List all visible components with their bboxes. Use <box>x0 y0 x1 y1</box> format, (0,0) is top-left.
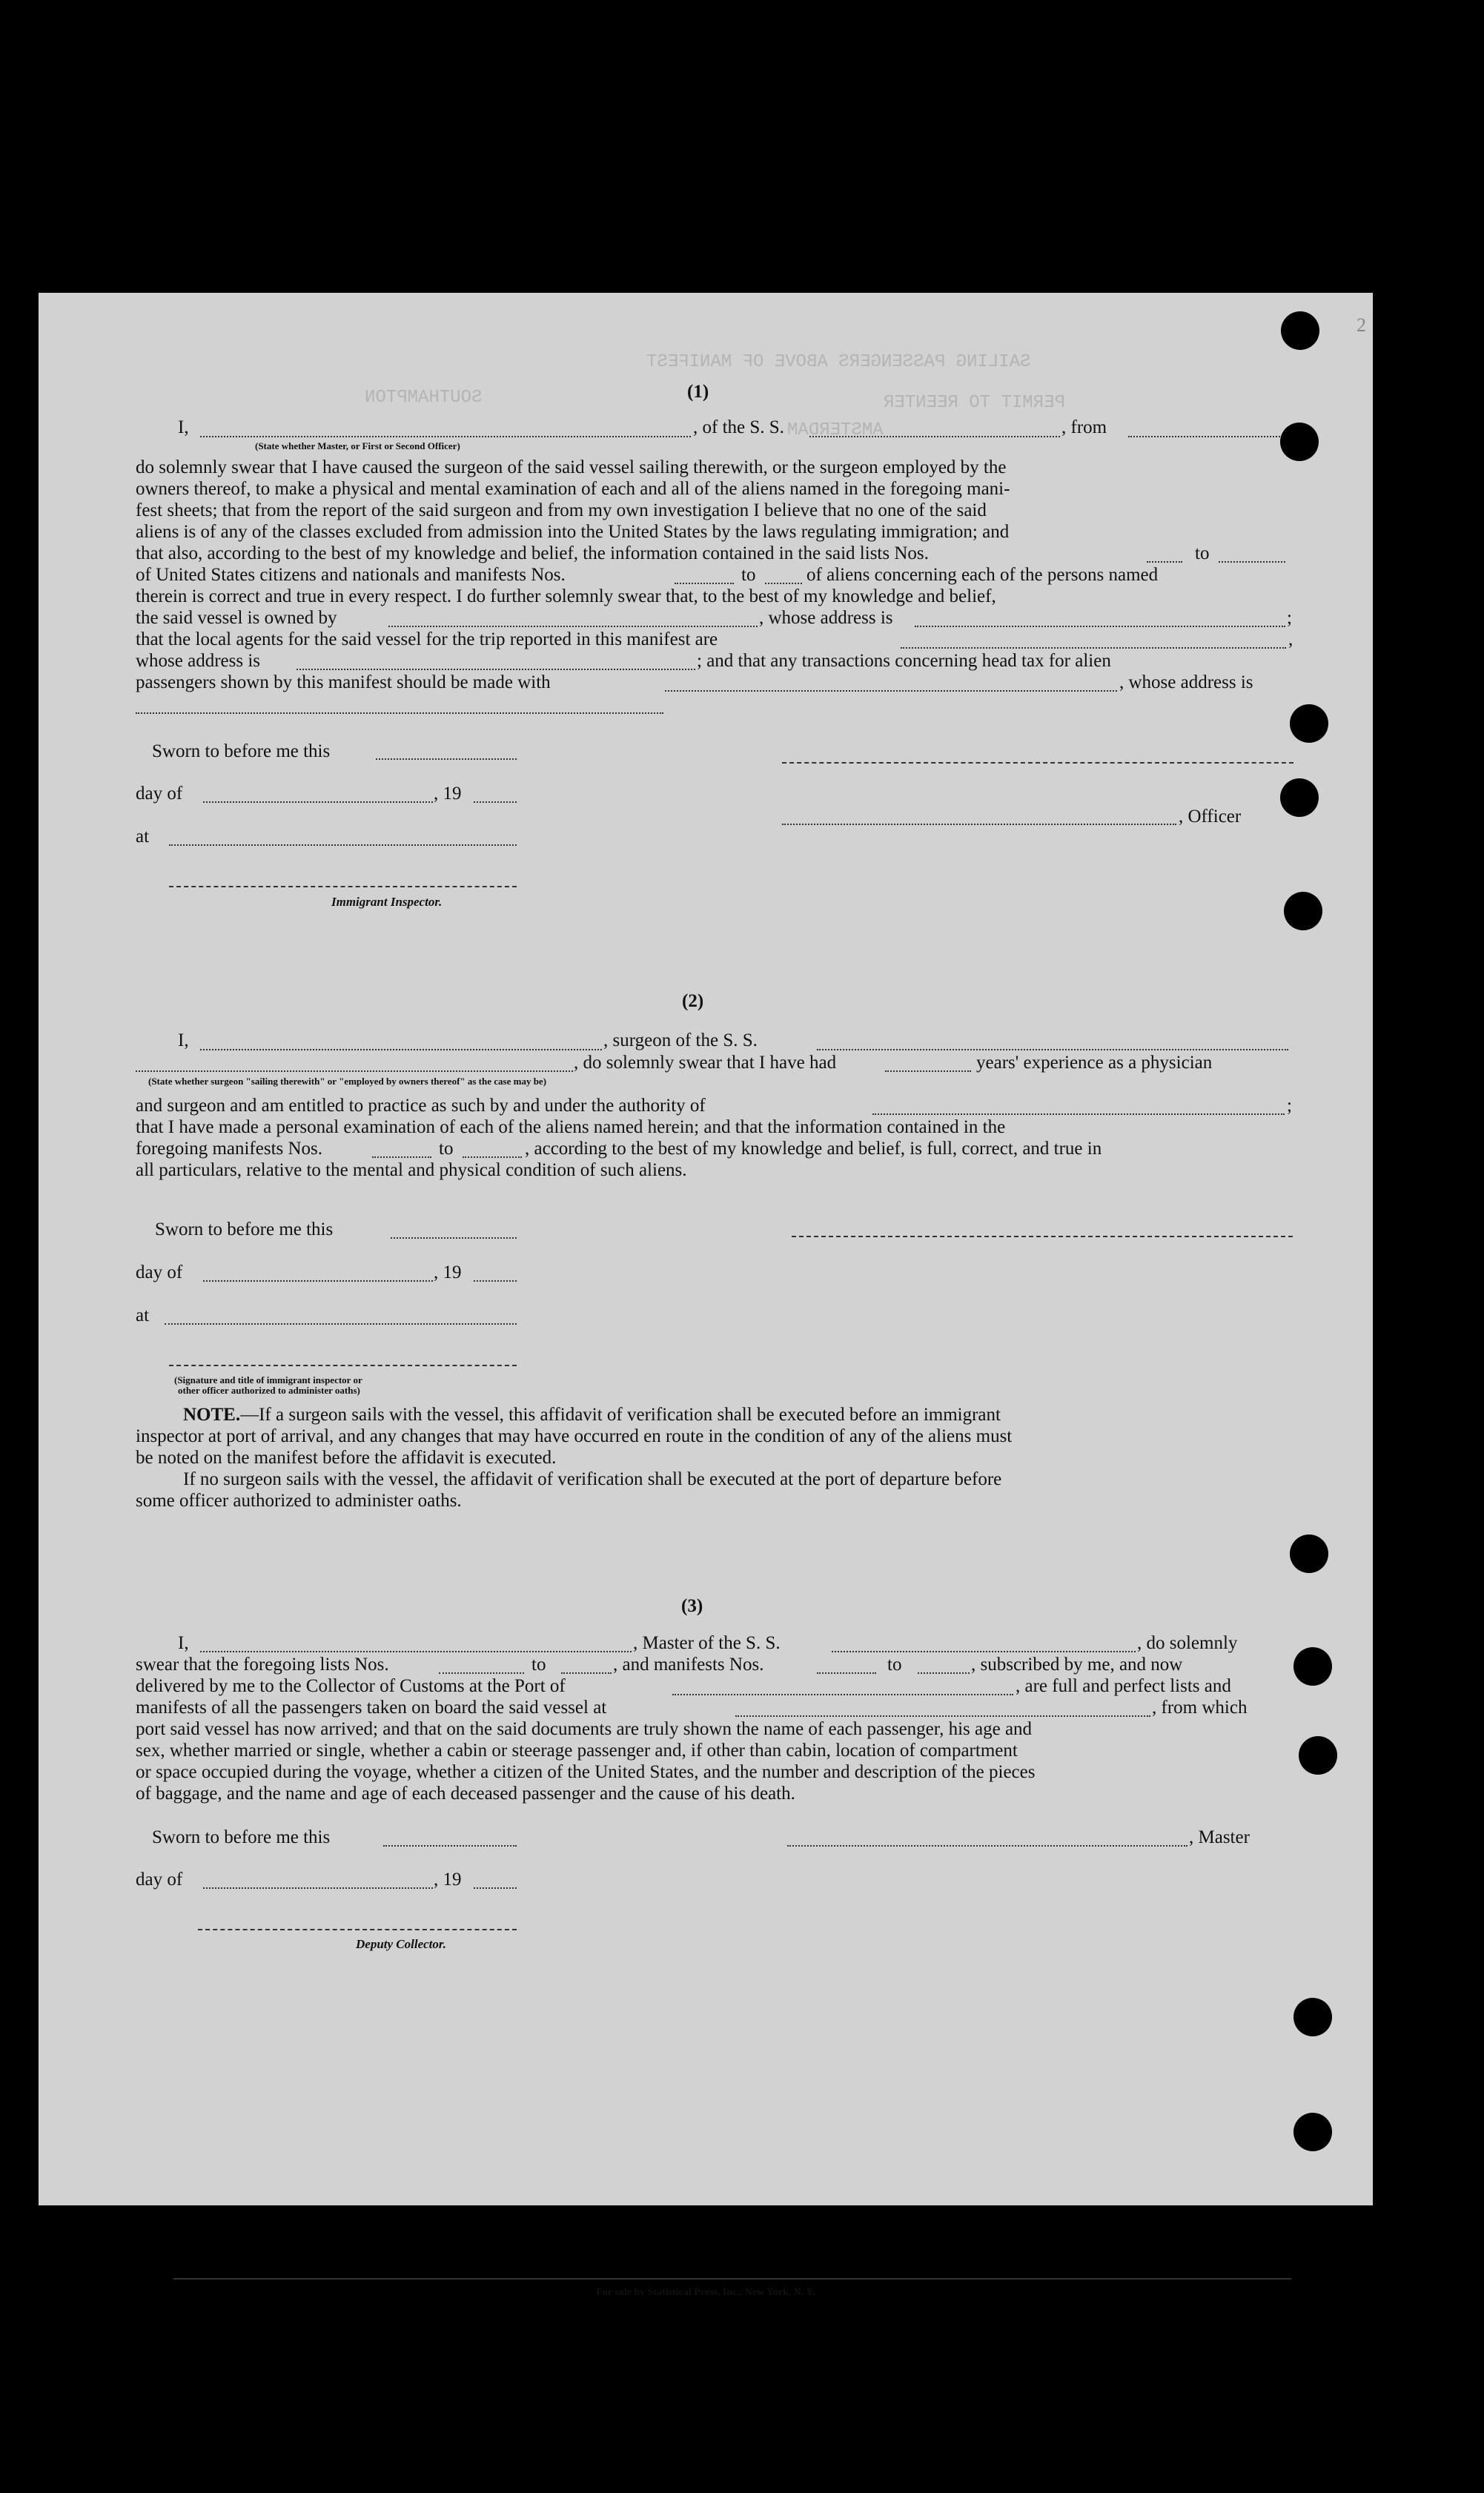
s1-from-field[interactable] <box>1128 436 1288 437</box>
s3-to: to <box>887 1655 902 1675</box>
s2-surgeon-name-field[interactable] <box>200 1049 602 1050</box>
s3-master-of-ss: , Master of the S. S. <box>633 1633 781 1653</box>
s2-surgeon-of-ss: , surgeon of the S. S. <box>603 1030 758 1050</box>
s1-to: to <box>1195 543 1210 563</box>
s3-lists-from-field[interactable] <box>439 1672 524 1674</box>
s3-year-field[interactable] <box>474 1887 517 1889</box>
s3-text-line: or space occupied during the voyage, whether a citizen of the United States, and the number and description of the pieces <box>136 1762 1036 1782</box>
s2-note-line: be noted on the manifest before the affidavit is executed. <box>136 1448 557 1468</box>
s1-signature-line-1[interactable] <box>782 762 1293 764</box>
punch-hole <box>1293 1647 1332 1686</box>
s1-vessel-field[interactable] <box>809 436 1060 437</box>
s1-text-line: fest sheets; that from the report of the said surgeon and from my own investigation I believe that no one of the said <box>136 500 987 520</box>
s1-officer-label: , Officer <box>1179 807 1242 827</box>
section-1-number: (1) <box>687 382 709 402</box>
s1-year-field[interactable] <box>474 801 517 803</box>
s3-vessel-field[interactable] <box>832 1651 1136 1652</box>
s1-semicolon: ; <box>1287 608 1292 628</box>
punch-hole <box>1293 2113 1332 2151</box>
s1-from: , from <box>1061 417 1107 437</box>
s3-do-solemnly: , do solemnly <box>1137 1633 1238 1653</box>
s1-text-line: of United States citizens and nationals and manifests Nos. <box>136 565 566 585</box>
s1-at-field[interactable] <box>169 844 517 846</box>
s2-inspector-signature-line[interactable] <box>169 1365 517 1366</box>
s1-owner-address-label: , whose address is <box>759 608 893 628</box>
s1-rank-note: (State whether Master, or First or Second Officer) <box>255 440 460 451</box>
s1-head-tax-label: passengers shown by this manifest should be made with <box>136 672 551 692</box>
s2-day-of-label: day of <box>136 1262 183 1282</box>
s1-sworn-field[interactable] <box>376 758 517 760</box>
s2-i: I, <box>178 1030 189 1050</box>
s3-i: I, <box>178 1633 189 1653</box>
s1-text-line: owners thereof, to make a physical and mental examination of each and all of the aliens named in the foregoing mani- <box>136 479 1010 499</box>
s3-full-lists: , are full and perfect lists and <box>1016 1676 1231 1696</box>
s2-at-field[interactable] <box>165 1323 517 1325</box>
s3-collector-signature-line[interactable] <box>198 1929 517 1930</box>
s1-inspector-signature-line[interactable] <box>169 886 517 887</box>
s2-manifests-from-field[interactable] <box>372 1156 431 1158</box>
corner-page-mark: 2 <box>1357 314 1366 336</box>
s3-lists-label: swear that the foregoing lists Nos. <box>136 1655 389 1675</box>
s1-year-label: , 19 <box>434 784 462 804</box>
s2-day-field[interactable] <box>203 1280 433 1282</box>
s3-manifests-label: , and manifests Nos. <box>613 1655 764 1675</box>
punch-hole <box>1281 311 1319 350</box>
s1-text-line: ; and that any transactions concerning head tax for alien <box>697 651 1111 671</box>
s2-note-text: —If a surgeon sails with the vessel, this affidavit of verification shall be executed before an immigrant <box>240 1405 1001 1425</box>
s2-years-field[interactable] <box>885 1070 971 1072</box>
s2-authority-field[interactable] <box>872 1113 1285 1115</box>
s1-head-tax-field[interactable] <box>665 690 1117 692</box>
s3-taken-at-field[interactable] <box>735 1715 1150 1717</box>
s1-sworn-label: Sworn to before me this <box>152 741 331 761</box>
s2-sworn-field[interactable] <box>391 1237 517 1239</box>
s1-text-line: do solemnly swear that I have caused the surgeon of the said vessel sailing therewith, or the surgeon employed by the <box>136 457 1007 477</box>
s3-to: to <box>531 1655 546 1675</box>
s2-note-line <box>183 1405 1001 1426</box>
s3-day-field[interactable] <box>203 1887 433 1889</box>
punch-hole <box>1293 1998 1332 2036</box>
s3-day-of-label: day of <box>136 1870 183 1890</box>
printer-imprint: For sale by Statistical Press, Inc., New York, N. Y. <box>596 2287 815 2298</box>
s3-year-label: , 19 <box>434 1870 462 1890</box>
s1-text-line: of aliens concerning each of the persons named <box>806 565 1159 585</box>
s2-at-label: at <box>136 1305 150 1325</box>
s2-text-line: all particulars, relative to the mental and physical condition of such aliens. <box>136 1160 687 1180</box>
s3-text-line: port said vessel has now arrived; and that on the said documents are truly shown the name of each passenger, his age and <box>136 1719 1033 1739</box>
bleed-through-text: PERMIT TO REENTER <box>884 393 1065 413</box>
s1-manifests-to-field[interactable] <box>765 583 802 584</box>
punch-hole <box>1290 704 1328 743</box>
s1-owned-by: the said vessel is owned by <box>136 608 337 628</box>
s2-authority-label: and surgeon and am entitled to practice as such by and under the authority of <box>136 1096 706 1116</box>
s3-taken-label: manifests of all the passengers taken on board the said vessel at <box>136 1698 607 1718</box>
punch-hole <box>1299 1736 1337 1775</box>
s2-swear-label: , do solemnly swear that I have had <box>574 1053 837 1073</box>
punch-hole <box>1284 892 1322 930</box>
s2-surgeon-type-note: (State whether surgeon "sailing therewith" or "employed by owners thereof" as the case may be) <box>148 1076 547 1087</box>
s2-surgeon-signature-line[interactable] <box>792 1236 1293 1237</box>
s3-subscribed: , subscribed by me, and now <box>971 1655 1183 1675</box>
s1-text-line: that also, according to the best of my knowledge and belief, the information contained in the said lists Nos. <box>136 543 929 563</box>
s1-text-line: aliens is of any of the classes excluded from admission into the United States by the laws regulating immigration; and <box>136 522 1010 542</box>
s1-of-ss: , of the S. S. <box>693 417 784 437</box>
s2-vessel-field[interactable] <box>817 1049 1288 1050</box>
s1-agents-field[interactable] <box>901 647 1286 649</box>
s3-manifests-to-field[interactable] <box>918 1672 970 1674</box>
s2-to: to <box>439 1139 454 1159</box>
s1-head-tax-address-label: , whose address is <box>1119 672 1253 692</box>
s1-owner-field[interactable] <box>388 626 758 627</box>
punch-hole <box>1280 778 1319 817</box>
s3-port-label: delivered by me to the Collector of Customs at the Port of <box>136 1676 566 1696</box>
s1-officer-signature-line[interactable] <box>782 824 1176 825</box>
bleed-through-text: SOUTHAMPTON <box>365 388 483 408</box>
s2-manifests-label: foregoing manifests Nos. <box>136 1139 323 1159</box>
s2-text-line: that I have made a personal examination of each of the aliens named herein; and that the information contained in the <box>136 1117 1006 1137</box>
s2-note-line: If no surgeon sails with the vessel, the affidavit of verification shall be executed at the port of departure before <box>183 1469 1002 1489</box>
s1-lists-from-field[interactable] <box>1147 561 1182 563</box>
s1-day-of-label: day of <box>136 784 183 804</box>
s2-signature-note: other officer authorized to administer oaths) <box>178 1385 360 1396</box>
s2-note-line: inspector at port of arrival, and any changes that may have occurred en route in the condition of any of the aliens must <box>136 1426 1013 1446</box>
s3-text-line: sex, whether married or single, whether a cabin or steerage passenger and, if other than cabin, location of compartment <box>136 1741 1018 1761</box>
manifest-affidavit-page <box>39 293 1373 2298</box>
s2-note-label: NOTE. <box>183 1405 241 1425</box>
s2-sworn-label: Sworn to before me this <box>155 1219 334 1239</box>
footer-rule <box>173 2278 1291 2280</box>
s1-owner-address-field[interactable] <box>915 626 1285 627</box>
bleed-through-text: SAILING PASSENGERS ABOVE OF MANIFEST <box>646 352 1031 372</box>
s1-lists-to-field[interactable] <box>1219 561 1285 563</box>
s1-comma: , <box>1288 629 1293 649</box>
s3-master-signature-line[interactable] <box>787 1845 1187 1847</box>
s1-head-tax-address-field[interactable] <box>136 712 663 714</box>
s3-port-field[interactable] <box>672 1694 1013 1695</box>
s1-day-field[interactable] <box>203 801 433 803</box>
s1-inspector-label: Immigrant Inspector. <box>331 895 443 909</box>
s2-year-field[interactable] <box>474 1280 517 1282</box>
s3-from-which: , from which <box>1152 1698 1248 1718</box>
s2-year-label: , 19 <box>434 1262 462 1282</box>
bleed-through-text: AMSTERDAM <box>787 420 884 440</box>
s3-master-label: , Master <box>1189 1827 1250 1847</box>
section-3-number: (3) <box>681 1596 703 1616</box>
section-2-number: (2) <box>682 991 704 1011</box>
s3-collector-label: Deputy Collector. <box>356 1937 446 1951</box>
s2-manifests-to-field[interactable] <box>463 1156 522 1158</box>
s3-sworn-label: Sworn to before me this <box>152 1827 331 1847</box>
punch-hole <box>1290 1534 1328 1573</box>
s3-lists-to-field[interactable] <box>561 1672 612 1674</box>
s1-i: I, <box>178 417 189 437</box>
s1-at-label: at <box>136 827 150 847</box>
punch-hole <box>1280 423 1319 461</box>
s3-master-name-field[interactable] <box>200 1651 632 1652</box>
s2-semicolon: ; <box>1287 1096 1292 1116</box>
s3-manifests-from-field[interactable] <box>817 1672 876 1674</box>
s3-sworn-field[interactable] <box>383 1845 517 1847</box>
s2-years-label: years' experience as a physician <box>976 1053 1213 1073</box>
s1-to: to <box>741 565 756 585</box>
s3-text-line: of baggage, and the name and age of each deceased passenger and the cause of his death. <box>136 1784 795 1804</box>
s2-note-line: some officer authorized to administer oaths. <box>136 1491 462 1511</box>
s1-manifests-from-field[interactable] <box>675 583 734 584</box>
s1-text-line: therein is correct and true in every respect. I do further solemnly swear that, to the best of my knowledge and belief, <box>136 586 996 606</box>
s2-text-line: , according to the best of my knowledge and belief, is full, correct, and true in <box>525 1139 1102 1159</box>
s1-agents-address-field[interactable] <box>297 669 695 670</box>
s2-signature-note: (Signature and title of immigrant inspector or <box>174 1374 362 1385</box>
s1-agents-label: that the local agents for the said vessel for the trip reported in this manifest are <box>136 629 718 649</box>
s1-agents-address-label: whose address is <box>136 651 261 671</box>
